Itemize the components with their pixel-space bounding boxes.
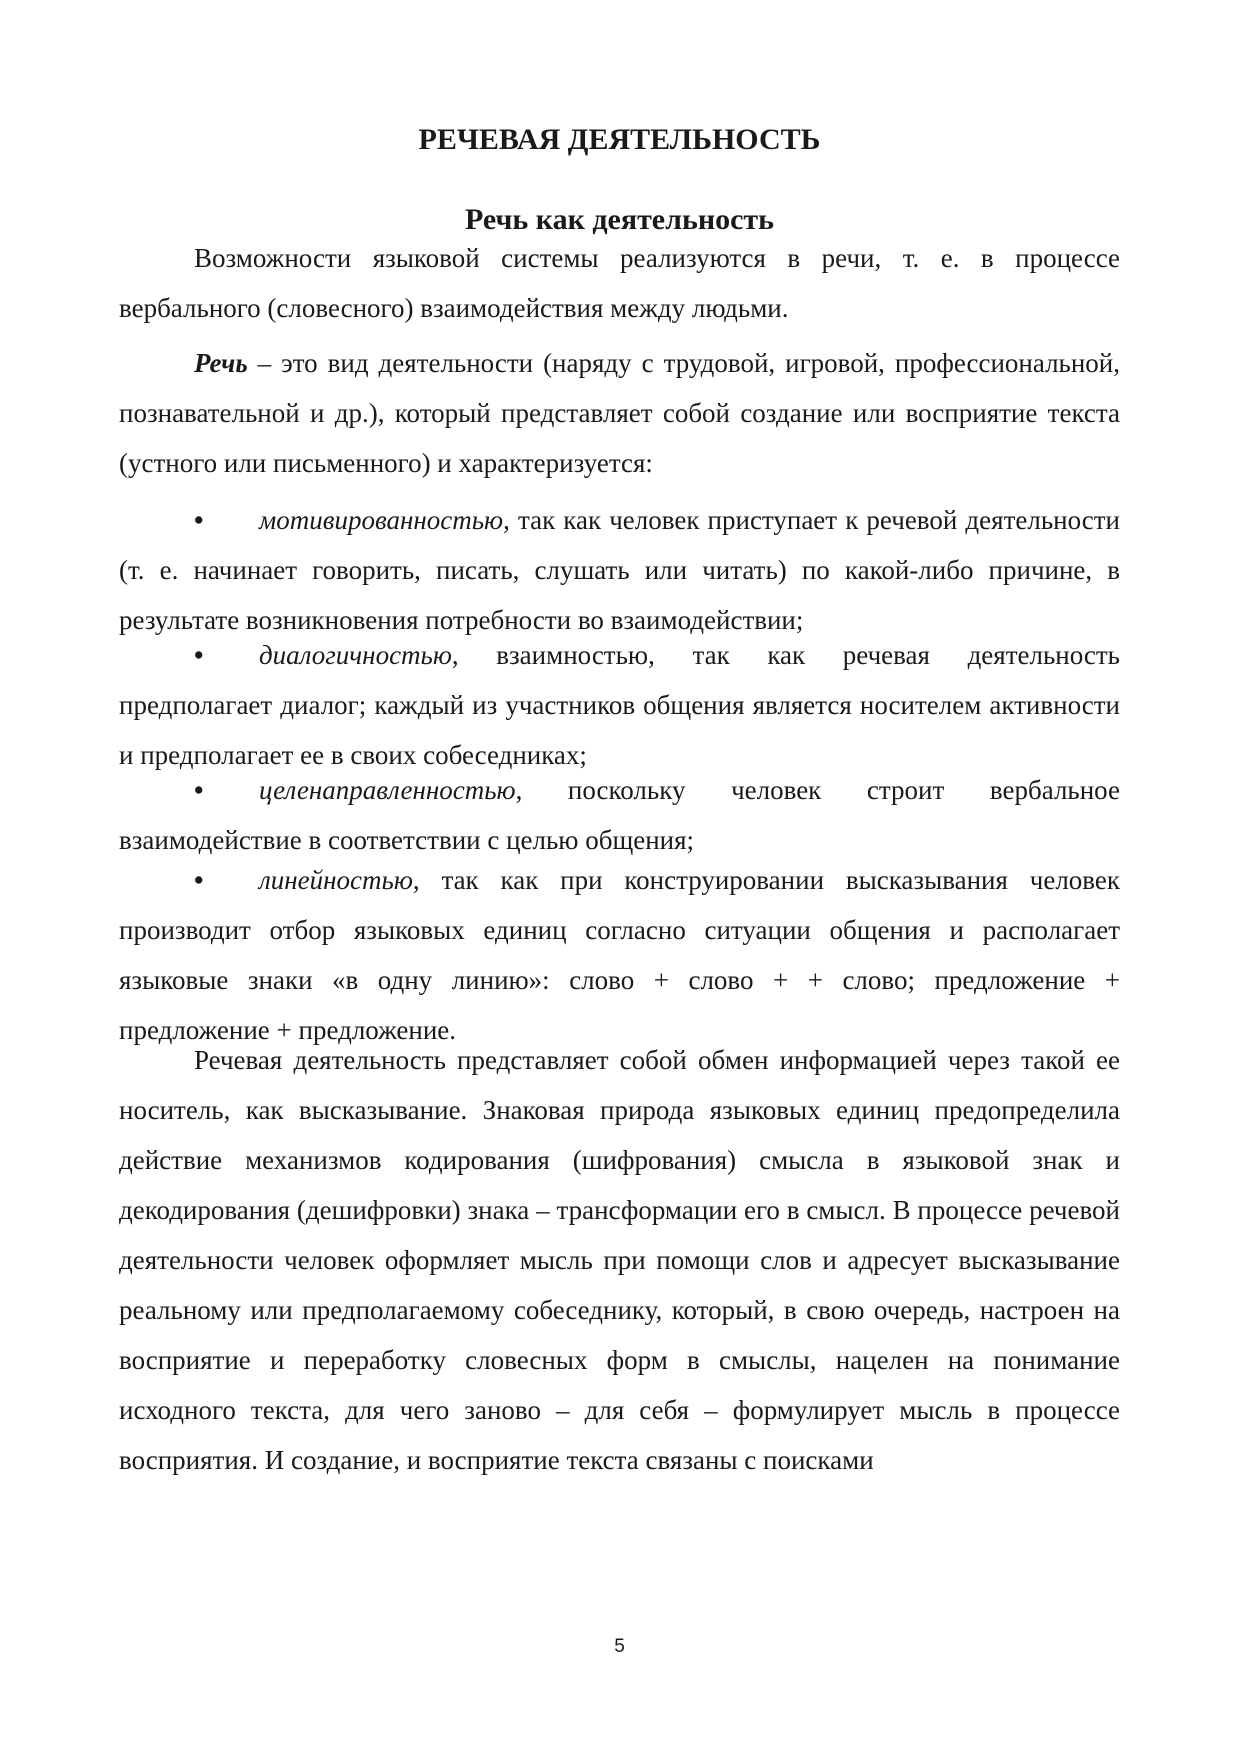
definition-paragraph bbox=[119, 338, 1120, 488]
bullet-text: , так как человек приступает к речевой деятельности (т. е. начинает говорить, писать, слушать или читать) по какой-либо причине, в результате возникновения потребности во взаимодействии; bbox=[119, 505, 1120, 635]
definition-term: Речь bbox=[194, 348, 248, 378]
bullet-icon: • bbox=[194, 640, 204, 670]
bullet-icon: • bbox=[194, 865, 204, 895]
bullet-term: мотивированностью bbox=[259, 505, 504, 535]
bullet-text: , поскольку человек строит вербальное взаимодействие в соответствии с целью общения; bbox=[119, 775, 1120, 855]
bullet-text: , так как при конструировании высказывания человек производит отбор языковых единиц согласно ситуации общения и располагает языковые знаки «в одну линию»: слово + слово + + слово; предложение + предложение + предложение. bbox=[119, 865, 1120, 1045]
bullet-term: линейностью bbox=[259, 865, 413, 895]
page-number: 5 bbox=[614, 1636, 625, 1657]
bullet-term: целенаправленностью bbox=[259, 775, 516, 805]
list-item bbox=[119, 630, 1120, 780]
bullet-term: диалогичностью bbox=[259, 640, 452, 670]
list-item bbox=[119, 765, 1120, 865]
intro-paragraph: Возможности языковой системы реализуются в речи, т. е. в процессе вербального (словесного) взаимодействия между людьми. bbox=[119, 243, 1120, 323]
list-item bbox=[119, 855, 1120, 1055]
bullet-icon: • bbox=[194, 775, 204, 805]
page-title: РЕЧЕВАЯ ДЕЯТЕЛЬНОСТЬ bbox=[418, 123, 821, 156]
bullet-text: , взаимностью, так как речевая деятельность предполагает диалог; каждый из участников общения является носителем активности и предполагает ее в своих собеседниках; bbox=[119, 640, 1120, 770]
bullet-icon: • bbox=[194, 505, 204, 535]
list-item bbox=[119, 495, 1120, 645]
closing-paragraph: Речевая деятельность представляет собой обмен информацией через такой ее носитель, как высказывание. Знаковая природа языковых единиц предопределила действие механизмов кодирования (шифрования) смысла в языковой знак и декодирования (дешифровки) знака – трансформации его в смысл. В процессе речевой деятельности человек оформляет мысль при помощи слов и адресует высказывание реальному или предполагаемому собеседнику, который, в свою очередь, настроен на восприятие и переработку словесных форм в смыслы, нацелен на понимание исходного текста, для чего заново – для себя – формулирует мысль в процессе восприятия. И создание, и восприятие текста связаны с поисками bbox=[119, 1045, 1120, 1475]
definition-text: – это вид деятельности (наряду с трудовой, игровой, профессиональной, познавательной и др.), который представляет собой создание или восприятие текста (устного или письменного) и характеризуется: bbox=[119, 348, 1120, 478]
section-subtitle: Речь как деятельность bbox=[464, 203, 775, 236]
document-page bbox=[119, 0, 1120, 1754]
